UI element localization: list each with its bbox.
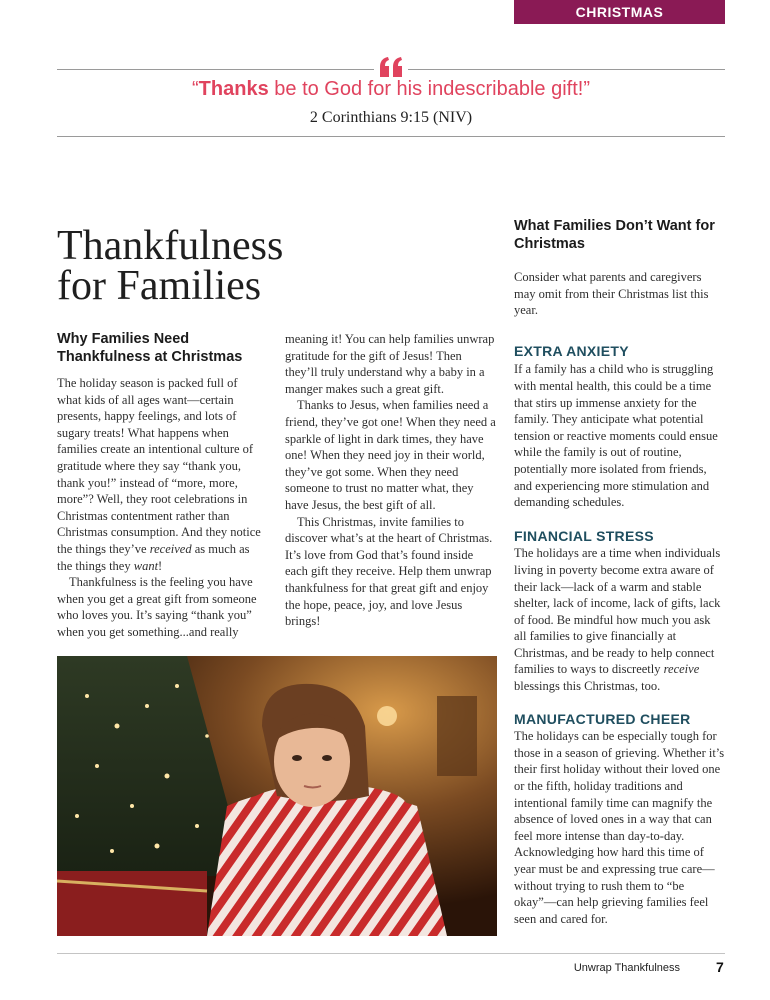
middle-paragraph-1: meaning it! You can help families unwrap gratitude for the gift of Jesus! Then they’ll truly understand why a baby in a manger makes such a great gift. [285, 332, 495, 396]
page-number: 7 [716, 959, 724, 975]
quote-text: be to God for his indescribable gift!” [268, 78, 590, 100]
sidebar-heading: What Families Don’t Want for Christmas [514, 218, 715, 252]
extra-anxiety-text: If a family has a child who is struggling with mental health, this could be a time that stirs up immense anxiety for the family. They anticipate what potential tension or reactive moments could ensue while the family is out of routine, potentially more isolated from friends, and experiencing more stimulation and demanding schedules. [514, 362, 718, 510]
financial-stress-text: The holidays are a time when individuals living in poverty become extra aware of their lack—lack of a warm and stable shelter, lack of income, lack of gifts, lack of food. Be mindful how much you ask all families to give financially at Christmas, and be ready to help connect families to ways to discreetly receive blessings this Christmas, too. [514, 546, 721, 694]
running-title: Unwrap Thankfulness [573, 962, 680, 974]
manufactured-cheer-text: The holidays can be especially tough for those in a season of grieving. Whether it’s their first holiday without their loved one or the fifth, holiday traditions and intentional family time can magnify the absence of loved ones in a way that can feel more intense than day-to-day. Acknowledging how hard this time of year must be and expressing true care—without trying to rush them to “be okay”—can help grieving families feel seen and cared for. [514, 729, 725, 926]
quote-mark-icon [374, 54, 408, 80]
bottom-rule [57, 136, 725, 137]
christmas-girl-photo [57, 656, 497, 936]
left-column [57, 330, 263, 641]
middle-column [285, 331, 497, 630]
article-title [57, 223, 387, 309]
left-paragraph-1: The holiday season is packed full of what kids of all ages want—certain presents, happy feelings, and lots of sugary treats! What happens when families create an intentional culture of gratitude where they say “thank you, thank you!” instead of “more, more, more”? Well, they root celebrations in Christmas contentment rather than Christmas consumption. And they notice the things they’ve received as much as the things they want! [57, 376, 261, 573]
middle-paragraph-2: Thanks to Jesus, when families need a friend, they’ve got one! When they need a sparkle of light in dark times, they have one! When they need joy in their world, they’ve got some. When they need someone to trust no matter what, they have Jesus, the best gift of all. [285, 398, 496, 512]
photo-illustration [57, 656, 497, 936]
sidebar-intro: Consider what parents and caregivers may omit from their Christmas list this year. [514, 270, 709, 318]
title-line-1: Thankfulness [57, 223, 284, 269]
section-tab: CHRISTMAS [514, 0, 725, 24]
middle-paragraph-3: This Christmas, invite families to discover what’s at the heart of Christmas. It’s love from God that’s found inside each gift they receive. Help them unwrap thankfulness for that great gift and enjoy the hope, peace, joy, and love Jesus brings! [285, 514, 493, 629]
manufactured-cheer-heading: MANUFACTURED CHEER [514, 710, 691, 727]
left-heading: Why Families Need Thankfulness at Christmas [57, 331, 243, 365]
financial-stress-heading: FINANCIAL STRESS [514, 527, 654, 544]
quote-open: “ [192, 78, 199, 100]
sidebar-column [514, 217, 726, 927]
quote-emphasis: Thanks [198, 78, 269, 100]
quote-citation: 2 Corinthians 9:15 (NIV) [309, 109, 473, 126]
left-paragraph-2: Thankfulness is the feeling you have when you get a great gift from someone who loves you. It’s saying “thank you” when you get something...and really [57, 575, 257, 639]
footer-rule [57, 953, 725, 954]
title-line-2: for Families [57, 263, 262, 309]
extra-anxiety-heading: EXTRA ANXIETY [514, 342, 629, 359]
pull-quote [57, 78, 725, 101]
